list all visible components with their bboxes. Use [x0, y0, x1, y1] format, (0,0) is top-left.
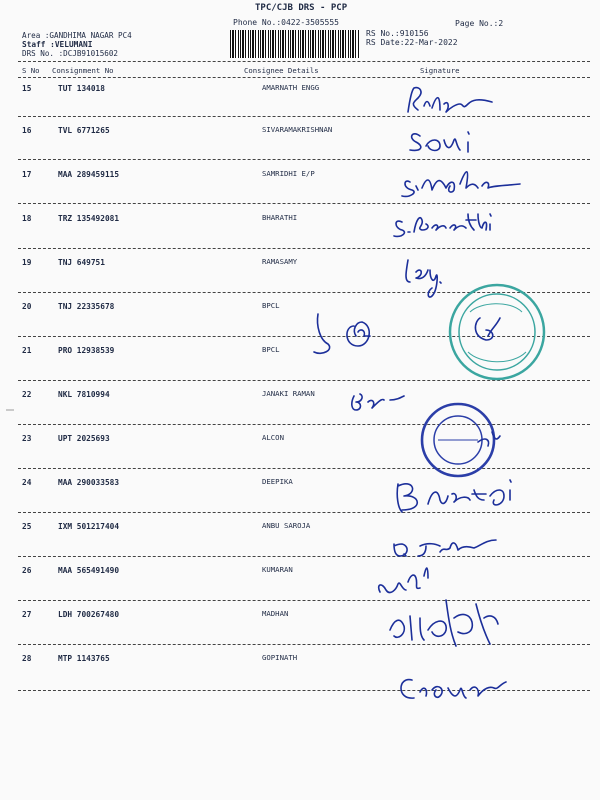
signature-row-20 [314, 314, 500, 353]
row-consignee: KUMARAN [262, 565, 293, 574]
row-consignee: AMARNATH ENGG [262, 83, 320, 92]
row-consignment: LDH 700267480 [58, 610, 120, 619]
row-consignee: RAMASAMY [262, 257, 298, 266]
row-consignee: SAMRIDHI E/P [262, 169, 315, 178]
signature-row-15 [408, 88, 492, 112]
row-consignment: TVL 6771265 [58, 126, 110, 135]
row-separator [18, 644, 590, 645]
barcode [230, 30, 360, 58]
row-separator [18, 600, 590, 601]
row-consignment: MAA 289459115 [58, 170, 120, 179]
column-header-separator [18, 77, 590, 78]
row-consignment: UPT 2025693 [58, 434, 110, 443]
row-consignment: MAA 290033583 [58, 478, 120, 487]
signature-row-18 [394, 214, 491, 236]
row-separator [18, 556, 590, 557]
row-separator [18, 424, 590, 425]
row-serial: 21 [22, 346, 32, 355]
row-separator [18, 116, 590, 117]
row-serial: 23 [22, 434, 32, 443]
row-consignment: TRZ 135492081 [58, 214, 120, 223]
row-serial: 17 [22, 170, 32, 179]
row-serial: 19 [22, 258, 32, 267]
area-field: Area :GANDHIMA NAGAR PC4 [22, 31, 132, 40]
bpcl-stamp [450, 285, 544, 379]
row-serial: 18 [22, 214, 32, 223]
signature-row-16 [410, 132, 469, 152]
header-separator [18, 61, 590, 62]
document-title: TPC/CJB DRS - PCP [255, 3, 348, 13]
row-separator [18, 292, 590, 293]
row-consignee: ANBU SAROJA [262, 521, 311, 530]
row-consignee: GOPINATH [262, 653, 298, 662]
row-separator [18, 690, 590, 691]
row-consignee: DEEPIKA [262, 477, 293, 486]
signature-row-26 [379, 568, 428, 592]
row-serial: 27 [22, 610, 32, 619]
page-number: Page No.:2 [455, 19, 504, 28]
row-consignment: TNJ 22335678 [58, 302, 115, 311]
row-consignment: IXM 501217404 [58, 522, 120, 531]
signature-row-25 [394, 540, 496, 556]
row-serial: 15 [22, 84, 32, 93]
signature-row-24 [397, 480, 511, 512]
row-consignment: NKL 7810994 [58, 390, 110, 399]
row-consignment: TNJ 649751 [58, 258, 105, 267]
row-separator [18, 380, 590, 381]
row-separator [18, 159, 590, 160]
alcon-stamp [422, 404, 500, 476]
row-consignment: MAA 565491490 [58, 566, 120, 575]
col-signature-header: Signature [420, 66, 460, 75]
row-serial: 16 [22, 126, 32, 135]
row-consignee: BHARATHI [262, 213, 298, 222]
row-consignee: SIVARAMAKRISHNAN [262, 125, 333, 134]
signature-row-17 [402, 172, 520, 197]
col-sno-header: S No [22, 66, 40, 75]
row-separator [18, 512, 590, 513]
phone-number: Phone No.:0422-3505555 [233, 18, 339, 27]
row-separator [18, 248, 590, 249]
signature-row-22 [352, 394, 404, 410]
row-serial: 25 [22, 522, 32, 531]
row-consignee: ALCON [262, 433, 284, 442]
row-consignee: MADHAN [262, 609, 289, 618]
row-consignee: BPCL [262, 301, 280, 310]
row-separator [18, 468, 590, 469]
row-separator [18, 336, 590, 337]
col-consignment-header: Consignment No [52, 66, 114, 75]
staff-field: Staff :VELUMANI [22, 40, 93, 49]
col-consignee-header: Consignee Details [244, 66, 319, 75]
row-consignee: JANAKI RAMAN [262, 389, 315, 398]
row-consignment: TUT 134018 [58, 84, 105, 93]
row-consignee: BPCL [262, 345, 280, 354]
row-serial: 20 [22, 302, 32, 311]
rs-date: RS Date:22-Mar-2022 [366, 38, 458, 47]
row-serial: 24 [22, 478, 32, 487]
drs-number: DRS No. :DCJB91015602 [22, 49, 119, 58]
row-separator [18, 203, 590, 204]
row-consignment: MTP 1143765 [58, 654, 110, 663]
row-serial: 26 [22, 566, 32, 575]
signature-row-27 [390, 600, 498, 646]
signature-row-28 [401, 680, 506, 699]
row-serial: 28 [22, 654, 32, 663]
rs-number: RS No.:910156 [366, 29, 429, 38]
row-consignment: PRO 12938539 [58, 346, 115, 355]
row-serial: 22 [22, 390, 32, 399]
